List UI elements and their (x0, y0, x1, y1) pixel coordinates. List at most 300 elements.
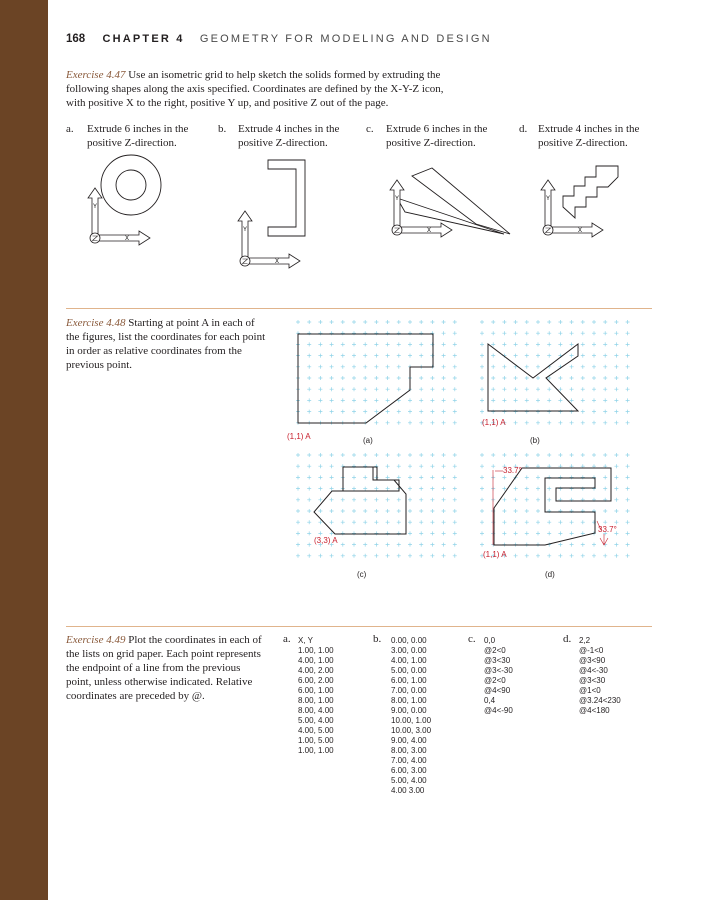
figure-c-grid-mark (386, 509, 390, 513)
figure-c-grid-mark (419, 453, 423, 457)
figure-c-grid-mark (307, 520, 311, 524)
part-c-text: Extrude 6 inches in the positive Z-direction. (386, 123, 488, 149)
figure-a-grid-mark (453, 410, 457, 414)
figure-d-grid-mark (502, 520, 506, 524)
list-item: @3.24<230 (579, 696, 621, 705)
figure-a-grid-mark (386, 342, 390, 346)
list-c (484, 636, 513, 716)
figure-d-grid-mark (514, 531, 518, 535)
figure-a-grid-mark (363, 410, 367, 414)
figure-a-grid-mark (341, 354, 345, 358)
figure-a-grid-mark (397, 365, 401, 369)
figure-a-grid-mark (386, 331, 390, 335)
figure-c-grid-mark (408, 520, 412, 524)
list-item: 5.00, 0.00 (391, 666, 427, 675)
figure-b-grid-mark (536, 376, 540, 380)
figure-d-grid-mark (480, 453, 484, 457)
figure-c-grid-mark (318, 475, 322, 479)
figure-d-grid-mark (626, 520, 630, 524)
figure-a-grid-mark (318, 387, 322, 391)
figure-c-grid-mark (352, 509, 356, 513)
figure-b-grid-mark (502, 398, 506, 402)
figure-c-grid-mark (442, 520, 446, 524)
figure-a-grid-mark (352, 320, 356, 324)
figure-b-grid-mark (626, 365, 630, 369)
figure-a-grid-mark (341, 410, 345, 414)
list-d-letter: d. (563, 633, 572, 645)
figure-d-grid-mark (536, 498, 540, 502)
figure-c-grid-mark (296, 531, 300, 535)
figure-c-grid-mark (307, 498, 311, 502)
figure-d-grid-mark (514, 520, 518, 524)
figure-d-grid-mark (603, 453, 607, 457)
figure-c-grid-mark (430, 509, 434, 513)
figure-c-grid-mark (408, 509, 412, 513)
figure-b-grid-mark (525, 320, 529, 324)
figure-b-grid-mark (614, 387, 618, 391)
list-item: 6.00, 3.00 (391, 766, 427, 775)
figure-c-grid-mark (330, 475, 334, 479)
figure-b-grid-mark (502, 342, 506, 346)
figure-a-grid-mark (374, 365, 378, 369)
exercise-4-48-body: Starting at point A in each of the figures, list the coordinates for each point in order as relative coordinates from the previous point. (66, 317, 266, 371)
figure-a-grid-mark (341, 365, 345, 369)
figure-d-grid-mark (547, 520, 551, 524)
figure-d-grid-mark (547, 475, 551, 479)
figure-a-grid-mark (408, 421, 412, 425)
figure-d-grid-mark (547, 554, 551, 558)
figure-b-grid-mark (581, 365, 585, 369)
figure-b-grid-mark (514, 342, 518, 346)
figure-d-grid-mark (525, 509, 529, 513)
figure-c-grid-mark (341, 520, 345, 524)
figure-c-grid-mark (430, 531, 434, 535)
figure-b-grid-mark (626, 354, 630, 358)
figure-c-grid-mark (397, 475, 401, 479)
list-item: 2,2 (579, 636, 591, 645)
figure-a-grid-mark (397, 387, 401, 391)
figure-b-grid-mark (626, 320, 630, 324)
figure-d-grid-mark (514, 554, 518, 558)
figure-c-grid-mark (408, 475, 412, 479)
figure-a-grid-mark (442, 421, 446, 425)
figure-d-grid-mark (547, 498, 551, 502)
figure-a-grid-mark (307, 331, 311, 335)
figure-a-grid-mark (341, 331, 345, 335)
figure-b-grid-mark (592, 365, 596, 369)
figure-b-grid-mark (570, 354, 574, 358)
figure-b-grid-mark (491, 331, 495, 335)
figure-a-grid-mark (307, 320, 311, 324)
figure-b-grid-mark (570, 421, 574, 425)
exercise-4-47-body: Use an isometric grid to help sketch the solids formed by extruding the following shapes along the axis specified. Coordinates are defined by the X-Y-Z icon, with positive X to the right, positive Y up, and positive Z out of the page. (66, 69, 444, 109)
list-item: @4<90 (484, 686, 511, 695)
list-item: 5.00, 4.00 (391, 776, 427, 785)
divider-2 (66, 626, 652, 627)
figure-c-grid-mark (363, 475, 367, 479)
figure-b-grid-mark (502, 365, 506, 369)
figure-c-grid-mark (374, 509, 378, 513)
figure-d-grid-mark (536, 509, 540, 513)
list-item: 1.00, 5.00 (298, 736, 334, 745)
figure-a-grid-mark (408, 331, 412, 335)
figure-c-grid-mark (408, 464, 412, 468)
figure-a-grid-mark (419, 398, 423, 402)
figure-b-grid-mark (603, 320, 607, 324)
figure-d-grid-mark (570, 475, 574, 479)
figure-d-grid-mark (514, 498, 518, 502)
list-item: 7.00, 0.00 (391, 686, 427, 695)
figure-d-grid-mark (603, 475, 607, 479)
figure-c-grid-mark (453, 464, 457, 468)
figure-d-grid-mark (558, 531, 562, 535)
figure-b-grid-mark (558, 342, 562, 346)
figure-a-grid-mark (386, 320, 390, 324)
figure-c-grid-mark (296, 498, 300, 502)
figure-b-grid-mark (525, 387, 529, 391)
figure-d-grid-mark (480, 464, 484, 468)
figure-b-grid-mark (592, 320, 596, 324)
figure-b-grid-mark (614, 365, 618, 369)
figure-a-grid-mark (430, 410, 434, 414)
figure-b-grid-mark (547, 320, 551, 324)
figure-d-grid-mark (525, 498, 529, 502)
figure-b-grid-mark (581, 421, 585, 425)
figure-b-grid-mark (558, 398, 562, 402)
figure-a-grid-mark (352, 398, 356, 402)
list-item: @-1<0 (579, 646, 604, 655)
figure-c-grid-mark (408, 554, 412, 558)
figure-a-grid-mark (307, 398, 311, 402)
figure-b-grid-mark (558, 387, 562, 391)
figure-d-point-label: (1,1) A (483, 550, 507, 559)
figure-c-grid-mark (352, 464, 356, 468)
figure-a-grid-mark (341, 398, 345, 402)
list-item: 1.00, 1.00 (298, 746, 334, 755)
figure-c-grid-mark (442, 543, 446, 547)
figure-a-grid-mark (352, 354, 356, 358)
figure-a-grid-mark (386, 421, 390, 425)
figure-d-grid-mark (547, 487, 551, 491)
figure-b-grid-mark (514, 387, 518, 391)
figure-c-grid-mark (374, 475, 378, 479)
figure-d-grid-mark (570, 531, 574, 535)
figure-a-grid-mark (374, 354, 378, 358)
figure-d-grid-mark (514, 487, 518, 491)
chapter-label: CHAPTER 4 (102, 33, 185, 45)
list-a (298, 636, 334, 756)
figure-c-grid-mark (363, 543, 367, 547)
figure-a-grid-mark (330, 320, 334, 324)
figure-b-grid-mark (603, 365, 607, 369)
figure-c-grid-mark (341, 509, 345, 513)
figure-c-grid-mark (430, 464, 434, 468)
list-item: @1<0 (579, 686, 601, 695)
figure-c-grid-mark (419, 520, 423, 524)
figure-b-grid-mark (502, 320, 506, 324)
figure-b-grid-mark (525, 342, 529, 346)
figure-c-grid-mark (318, 531, 322, 535)
figure-b-grid-mark (547, 387, 551, 391)
figure-b-grid-mark (592, 410, 596, 414)
figure-a-grid-mark (442, 376, 446, 380)
figure-d-grid-mark (480, 543, 484, 547)
figure-c-grid-mark (307, 475, 311, 479)
figure-b-grid-mark (536, 387, 540, 391)
list-item: 9.00, 0.00 (391, 706, 427, 715)
figure-c-grid-mark (330, 498, 334, 502)
figure-a-grid-mark (374, 342, 378, 346)
figure-a-grid-mark (330, 342, 334, 346)
figure-b-grid-mark (614, 354, 618, 358)
figure-b-grid-mark (525, 331, 529, 335)
figure-b-grid-mark (536, 398, 540, 402)
figure-c-grid-mark (374, 543, 378, 547)
figure-c-grid-mark (330, 464, 334, 468)
figure-a-grid-mark (453, 387, 457, 391)
figure-b-grid-mark (581, 398, 585, 402)
figure-a-grid-mark (330, 376, 334, 380)
figure-c-grid-mark (408, 487, 412, 491)
figure-b-grid-mark (570, 398, 574, 402)
figure-a-grid-mark (386, 410, 390, 414)
figure-a-grid-mark (442, 342, 446, 346)
figure-c-grid-mark (296, 509, 300, 513)
figure-a-grid-mark (363, 398, 367, 402)
figure-d-grid-mark (626, 543, 630, 547)
list-item: @4<180 (579, 706, 610, 715)
figure-d-grid-mark (525, 453, 529, 457)
list-item: 8.00, 3.00 (391, 746, 427, 755)
figure-b-grid-mark (491, 342, 495, 346)
figure-d-grid-mark (536, 531, 540, 535)
figure-c-grid-mark (352, 487, 356, 491)
figure-c-grid-mark (374, 531, 378, 535)
figure-a-grid-mark (363, 342, 367, 346)
figure-b-grid-mark (480, 376, 484, 380)
figure-b-grid-mark (614, 421, 618, 425)
figure-a-grid-mark (318, 320, 322, 324)
figure-c-grid-mark (341, 543, 345, 547)
list-item: @4<-90 (484, 706, 513, 715)
part-a-letter: a. (66, 123, 74, 135)
figure-d-grid-mark (614, 554, 618, 558)
figure-c-grid-mark (430, 543, 434, 547)
figure-a-grid-mark (296, 320, 300, 324)
figure-c-grid-mark (307, 509, 311, 513)
figure-c-grid-mark (307, 464, 311, 468)
figure-a-grid-mark (318, 342, 322, 346)
figure-a-grid-mark (408, 342, 412, 346)
axis-y-letter: Y (546, 196, 551, 202)
axis-y-letter: Y (243, 227, 248, 233)
figure-d-grid-mark (626, 453, 630, 457)
figure-a-grid-mark (408, 354, 412, 358)
figure-a-grid-mark (318, 354, 322, 358)
figure-b-grid-mark (480, 398, 484, 402)
figure-a-grid-mark (386, 376, 390, 380)
figure-d-grid-mark (558, 543, 562, 547)
list-item: @4<-30 (579, 666, 608, 675)
figure-b-grid-mark (614, 331, 618, 335)
figure-b-grid-mark (558, 331, 562, 335)
figure-c-caption: (c) (357, 570, 367, 579)
figure-b-grid-mark (592, 398, 596, 402)
list-item: @3<30 (484, 656, 511, 665)
figure-b-grid-mark (603, 376, 607, 380)
figure-a-grid-mark (318, 331, 322, 335)
figure-b-grid-mark (502, 376, 506, 380)
figure-a-grid-mark (430, 387, 434, 391)
list-item: 9.00, 4.00 (391, 736, 427, 745)
figure-a-grid-mark (442, 331, 446, 335)
figure-a-grid-mark (442, 365, 446, 369)
figure-c-grid-mark (430, 554, 434, 558)
figure-b-grid-mark (480, 387, 484, 391)
list-item: 1.00, 1.00 (298, 646, 334, 655)
figure-c-grid-mark (386, 453, 390, 457)
figure-a-grid-mark (341, 320, 345, 324)
figure-a-grid-mark (419, 342, 423, 346)
figure-a-grid-mark (442, 354, 446, 358)
figure-c-grid-mark (386, 531, 390, 535)
figure-b-grid-mark (614, 376, 618, 380)
figure-a-grid-mark (352, 376, 356, 380)
list-item: 10.00, 3.00 (391, 726, 432, 735)
figure-b-grid-mark (536, 342, 540, 346)
figure-c-grid-mark (386, 520, 390, 524)
figure-d-grid-mark (502, 475, 506, 479)
figure-a-grid-mark (386, 354, 390, 358)
figure-b-grid-mark (581, 387, 585, 391)
list-item: 0,0 (484, 636, 496, 645)
figure-b-grid-mark (592, 342, 596, 346)
figure-c-grid-mark (419, 498, 423, 502)
figure-a-grid-mark (430, 421, 434, 425)
figure-d-grid-mark (614, 498, 618, 502)
figure-d-grid-mark (558, 487, 562, 491)
figure-c-grid-mark (318, 453, 322, 457)
figure-b-grid-mark (626, 376, 630, 380)
figure-c-grid-mark (430, 453, 434, 457)
figure-a-grid-mark (307, 354, 311, 358)
figure-d-grid-mark (581, 487, 585, 491)
figure-c-grid-mark (363, 509, 367, 513)
figure-c-grid-mark (307, 543, 311, 547)
figure-d-grid-mark (603, 509, 607, 513)
figure-c-grid-mark (330, 509, 334, 513)
list-item: 0.00, 0.00 (391, 636, 427, 645)
figure-a-grid-mark (442, 410, 446, 414)
figure-b-grid-mark (592, 421, 596, 425)
figure-c-grid-mark (296, 520, 300, 524)
figure-a-grid-mark (341, 376, 345, 380)
figure-c-grid-mark (419, 543, 423, 547)
figure-c-grid-mark (442, 453, 446, 457)
figure-a-grid-mark (397, 354, 401, 358)
figure-b-grid-mark (536, 331, 540, 335)
figure-a-grid-mark (352, 410, 356, 414)
figure-d-grid-mark (614, 475, 618, 479)
page-number: 168 (66, 33, 86, 45)
figure-a-grid-mark (363, 331, 367, 335)
figure-b-grid-mark (570, 320, 574, 324)
figure-a-grid-mark (307, 387, 311, 391)
figure-a-caption: (a) (363, 436, 373, 445)
figure-a-grid-mark (419, 354, 423, 358)
figure-b-grid-mark (603, 342, 607, 346)
figure-b-grid-mark (570, 331, 574, 335)
figure-a-grid-mark (430, 320, 434, 324)
figure-a-grid-mark (330, 387, 334, 391)
figure-b-grid-mark (514, 376, 518, 380)
figure-c-grid-mark (318, 487, 322, 491)
figure-a-grid-mark (408, 398, 412, 402)
figure-d-grid-mark (502, 498, 506, 502)
figure-c-grid-mark (419, 487, 423, 491)
axis-x-letter: X (578, 228, 583, 234)
figure-d-grid-mark (480, 487, 484, 491)
figure-d-grid-mark (525, 475, 529, 479)
list-item: @2<0 (484, 676, 506, 685)
figure-d-grid-mark (581, 475, 585, 479)
list-item: 4.00, 5.00 (298, 726, 334, 735)
figure-d-grid-mark (480, 498, 484, 502)
figure-a-grid-mark (430, 376, 434, 380)
list-d (579, 636, 621, 716)
list-item: 0,4 (484, 696, 496, 705)
figure-a-grid-mark (453, 421, 457, 425)
figure-c-grid-mark (408, 543, 412, 547)
figure-b-grid-mark (626, 421, 630, 425)
figure-d-grid-mark (525, 487, 529, 491)
figure-a-grid-mark (419, 410, 423, 414)
figure-b-grid-mark (491, 354, 495, 358)
figure-c-grid-mark (318, 498, 322, 502)
figure-a-grid-mark (453, 398, 457, 402)
figure-c-grid-mark (341, 453, 345, 457)
figure-b-grid-mark (581, 410, 585, 414)
figure-b-grid-mark (626, 331, 630, 335)
figure-a-grid-mark (330, 410, 334, 414)
figure-b-grid-mark (558, 376, 562, 380)
figure-a-grid-mark (374, 387, 378, 391)
figure-b-grid-mark (514, 421, 518, 425)
figure-c-grid-mark (453, 509, 457, 513)
list-item: 8.00, 1.00 (298, 696, 334, 705)
list-item: 4.00 3.00 (391, 786, 425, 795)
figure-c-grid-mark (419, 475, 423, 479)
list-item: 10.00, 1.00 (391, 716, 432, 725)
figure-a-grid-mark (363, 376, 367, 380)
figure-c-grid-mark (318, 554, 322, 558)
figure-c-grid-mark (408, 531, 412, 535)
figure-d-grid-mark (592, 453, 596, 457)
figure-c-grid-mark (386, 487, 390, 491)
figure-c-hidden (343, 467, 399, 491)
figure-a-grid-mark (386, 398, 390, 402)
figure-c-grid-mark (374, 498, 378, 502)
figure-b-grid-mark (581, 320, 585, 324)
figure-d-shape (494, 468, 611, 545)
figure-d-grid-mark (536, 475, 540, 479)
figure-d-grid-mark (581, 453, 585, 457)
figure-a-grid-mark (430, 354, 434, 358)
figure-c-grid-mark (453, 554, 457, 558)
figure-c-grid-mark (352, 475, 356, 479)
figure-d-grid-mark (514, 509, 518, 513)
part-d-letter: d. (519, 123, 528, 135)
